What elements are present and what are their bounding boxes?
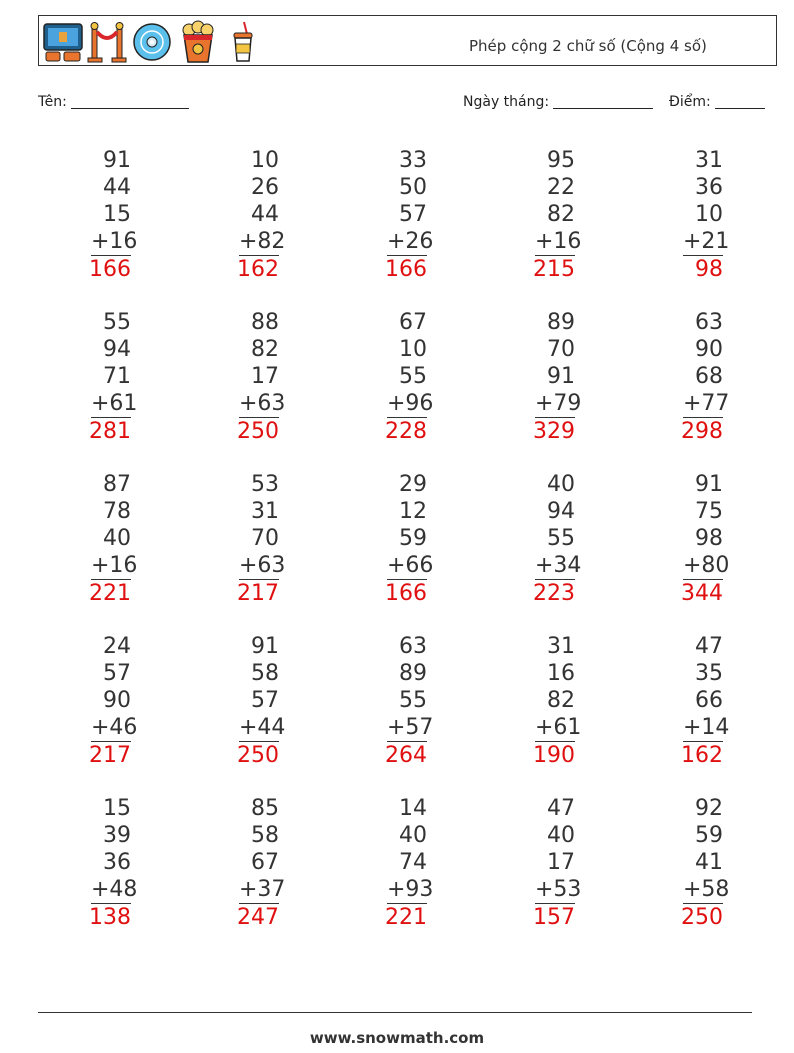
addend: 12 — [399, 499, 427, 524]
addend: 70 — [251, 526, 279, 551]
addition-problem — [331, 309, 434, 445]
addition-problem — [627, 633, 730, 769]
name-field — [38, 94, 189, 110]
addend: 67 — [251, 850, 279, 875]
answer: 157 — [533, 905, 575, 930]
addend: 95 — [547, 148, 575, 173]
addend: 31 — [695, 148, 723, 173]
addition-problem — [183, 795, 286, 931]
addend: 16 — [547, 661, 575, 686]
addend: 92 — [695, 796, 723, 821]
addend: 44 — [251, 202, 279, 227]
addend: 55 — [399, 364, 427, 389]
header-box — [38, 15, 777, 66]
addend: 39 — [103, 823, 131, 848]
addition-problem — [35, 309, 138, 445]
last-addend: +58 — [683, 877, 730, 902]
addend: 70 — [547, 337, 575, 362]
addend: 98 — [695, 526, 723, 551]
answer: 223 — [533, 581, 575, 606]
addend: 87 — [103, 472, 131, 497]
addition-problem — [331, 633, 434, 769]
addition-problem — [183, 147, 286, 283]
last-addend: +37 — [239, 877, 286, 902]
addend: 15 — [103, 796, 131, 821]
addition-problem — [331, 147, 434, 283]
addend: 17 — [547, 850, 575, 875]
addend: 66 — [695, 688, 723, 713]
addition-problem — [35, 795, 138, 931]
addend: 74 — [399, 850, 427, 875]
last-addend: +63 — [239, 391, 286, 416]
addition-problem — [183, 471, 286, 607]
last-addend: +16 — [91, 553, 138, 578]
last-addend: +16 — [535, 229, 582, 254]
addition-problem — [183, 633, 286, 769]
addend: 31 — [547, 634, 575, 659]
name-label: Tên: — [38, 94, 67, 110]
addition-problem — [627, 471, 730, 607]
addend: 88 — [251, 310, 279, 335]
answer: 98 — [695, 257, 723, 282]
answer: 166 — [385, 257, 427, 282]
date-label: Ngày tháng: — [463, 94, 550, 110]
addend: 57 — [399, 202, 427, 227]
addition-problem — [479, 633, 582, 769]
addend: 55 — [547, 526, 575, 551]
addend: 58 — [251, 823, 279, 848]
addend: 71 — [103, 364, 131, 389]
addend: 15 — [103, 202, 131, 227]
addition-problem — [331, 471, 434, 607]
footer-divider — [38, 1012, 752, 1013]
last-addend: +14 — [683, 715, 730, 740]
answer: 215 — [533, 257, 575, 282]
name-blank[interactable] — [71, 94, 189, 109]
answer: 217 — [89, 743, 131, 768]
addend: 57 — [251, 688, 279, 713]
addend: 55 — [103, 310, 131, 335]
date-blank[interactable] — [553, 94, 653, 109]
addend: 58 — [251, 661, 279, 686]
addend: 40 — [103, 526, 131, 551]
addend: 36 — [695, 175, 723, 200]
addend: 10 — [399, 337, 427, 362]
addend: 68 — [695, 364, 723, 389]
addend: 94 — [103, 337, 131, 362]
addition-problem — [627, 795, 730, 931]
last-addend: +63 — [239, 553, 286, 578]
addend: 82 — [547, 688, 575, 713]
last-addend: +93 — [387, 877, 434, 902]
last-addend: +61 — [91, 391, 138, 416]
last-addend: +79 — [535, 391, 582, 416]
date-field — [463, 94, 653, 110]
addend: 40 — [399, 823, 427, 848]
answer: 217 — [237, 581, 279, 606]
addend: 53 — [251, 472, 279, 497]
addend: 82 — [251, 337, 279, 362]
footer-site: www.snowmath.com — [309, 1029, 485, 1047]
addend: 50 — [399, 175, 427, 200]
last-addend: +44 — [239, 715, 286, 740]
popcorn-bucket-icon — [177, 20, 219, 64]
addend: 67 — [399, 310, 427, 335]
addend: 90 — [695, 337, 723, 362]
answer: 221 — [385, 905, 427, 930]
last-addend: +34 — [535, 553, 582, 578]
addend: 85 — [251, 796, 279, 821]
addend: 57 — [103, 661, 131, 686]
addend: 29 — [399, 472, 427, 497]
addend: 91 — [547, 364, 575, 389]
addend: 24 — [103, 634, 131, 659]
cinema-rope-barrier-icon — [86, 20, 128, 64]
addend: 59 — [695, 823, 723, 848]
soda-cup-icon — [222, 20, 264, 64]
addend: 63 — [399, 634, 427, 659]
answer: 190 — [533, 743, 575, 768]
answer: 166 — [385, 581, 427, 606]
answer: 228 — [385, 419, 427, 444]
addend: 63 — [695, 310, 723, 335]
addition-problem — [35, 633, 138, 769]
last-addend: +48 — [91, 877, 138, 902]
last-addend: +57 — [387, 715, 434, 740]
addition-problem — [479, 309, 582, 445]
addend: 17 — [251, 364, 279, 389]
page-title: Phép cộng 2 chữ số (Cộng 4 số) — [469, 37, 707, 55]
addend: 40 — [547, 472, 575, 497]
addend: 89 — [547, 310, 575, 335]
score-field — [669, 94, 765, 110]
addend: 82 — [547, 202, 575, 227]
addend: 78 — [103, 499, 131, 524]
addend: 89 — [399, 661, 427, 686]
last-addend: +46 — [91, 715, 138, 740]
addend: 44 — [103, 175, 131, 200]
addend: 90 — [103, 688, 131, 713]
answer: 162 — [681, 743, 723, 768]
addend: 91 — [695, 472, 723, 497]
answer: 247 — [237, 905, 279, 930]
answer: 344 — [681, 581, 723, 606]
last-addend: +16 — [91, 229, 138, 254]
answer: 281 — [89, 419, 131, 444]
addend: 41 — [695, 850, 723, 875]
addend: 55 — [399, 688, 427, 713]
addition-problem — [35, 147, 138, 283]
last-addend: +53 — [535, 877, 582, 902]
addend: 94 — [547, 499, 575, 524]
last-addend: +26 — [387, 229, 434, 254]
answer: 250 — [237, 419, 279, 444]
score-blank[interactable] — [715, 94, 765, 109]
addition-problem — [479, 795, 582, 931]
addend: 14 — [399, 796, 427, 821]
addend: 59 — [399, 526, 427, 551]
addend: 33 — [399, 148, 427, 173]
addition-problem — [479, 471, 582, 607]
score-label: Điểm: — [669, 94, 711, 110]
addend: 91 — [103, 148, 131, 173]
addition-problem — [35, 471, 138, 607]
addend: 91 — [251, 634, 279, 659]
addend: 35 — [695, 661, 723, 686]
addend: 40 — [547, 823, 575, 848]
last-addend: +61 — [535, 715, 582, 740]
addition-problem — [331, 795, 434, 931]
addend: 10 — [251, 148, 279, 173]
addition-problem — [627, 309, 730, 445]
addition-problem — [627, 147, 730, 283]
dvd-disc-icon — [131, 20, 173, 64]
addend: 10 — [695, 202, 723, 227]
answer: 250 — [681, 905, 723, 930]
answer: 166 — [89, 257, 131, 282]
answer: 221 — [89, 581, 131, 606]
addend: 22 — [547, 175, 575, 200]
last-addend: +77 — [683, 391, 730, 416]
last-addend: +82 — [239, 229, 286, 254]
answer: 298 — [681, 419, 723, 444]
answer: 138 — [89, 905, 131, 930]
answer: 264 — [385, 743, 427, 768]
addend: 36 — [103, 850, 131, 875]
last-addend: +21 — [683, 229, 730, 254]
answer: 329 — [533, 419, 575, 444]
addend: 47 — [695, 634, 723, 659]
last-addend: +80 — [683, 553, 730, 578]
answer: 162 — [237, 257, 279, 282]
addend: 31 — [251, 499, 279, 524]
addition-problem — [183, 309, 286, 445]
last-addend: +66 — [387, 553, 434, 578]
answer: 250 — [237, 743, 279, 768]
addition-problem — [479, 147, 582, 283]
addend: 47 — [547, 796, 575, 821]
addend: 75 — [695, 499, 723, 524]
tv-movie-icon — [42, 20, 84, 64]
last-addend: +96 — [387, 391, 434, 416]
addend: 26 — [251, 175, 279, 200]
